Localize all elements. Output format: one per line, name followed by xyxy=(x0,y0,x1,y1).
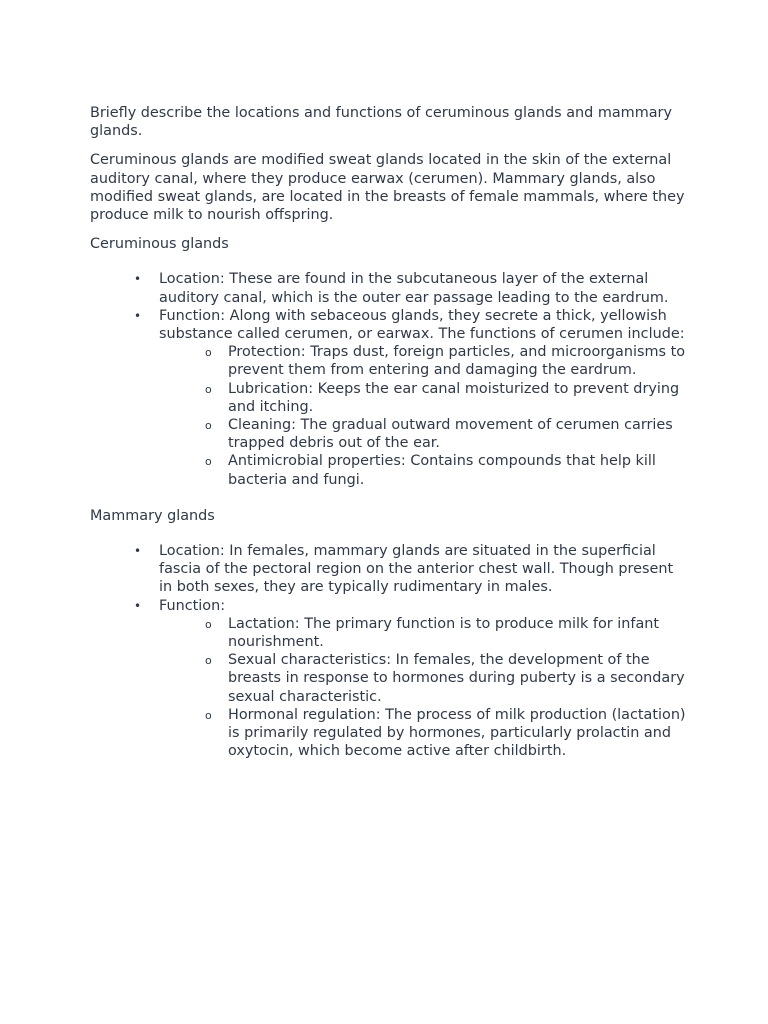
ceruminous-function-item: Lubrication: Keeps the ear canal moisturized to prevent drying and itching. xyxy=(228,380,680,415)
sub-bullet-icon: o xyxy=(205,455,212,469)
ceruminous-function-item: Cleaning: The gradual outward movement of cerumen carries trapped debris out of the ear. xyxy=(228,417,673,452)
ceruminous-function-list xyxy=(159,343,690,489)
sub-bullet-icon: o xyxy=(205,617,212,631)
sub-list-item xyxy=(205,452,690,488)
list-item xyxy=(134,542,690,597)
mammary-function-item: Lactation: The primary function is to produce milk for infant nourishment. xyxy=(228,615,660,651)
mammary-location: Location: In females, mammary glands are situated in the superficial fascia of the pectoral region on the anterior chest wall. Though present in both sexes, they are typically rudimentary in males. xyxy=(159,543,674,596)
sub-list-item xyxy=(205,615,690,651)
ceruminous-heading: Ceruminous glands xyxy=(90,236,229,253)
sub-list-item xyxy=(205,343,690,379)
list-item xyxy=(134,597,690,761)
list-item xyxy=(134,307,690,489)
bullet-icon: • xyxy=(134,544,142,559)
list-item xyxy=(134,270,690,306)
ceruminous-function: Function: Along with sebaceous glands, they secrete a thick, yellowish substance called cerumen, or earwax. The functions of cerumen include: xyxy=(159,307,685,343)
ceruminous-list xyxy=(90,270,690,488)
sub-bullet-icon: o xyxy=(205,346,212,360)
question-text: Briefly describe the locations and functions of ceruminous glands and mammary glands. xyxy=(90,105,672,140)
bullet-icon: • xyxy=(134,308,142,323)
bullet-icon: • xyxy=(134,272,142,287)
bullet-icon: • xyxy=(134,598,142,613)
sub-bullet-icon: o xyxy=(205,708,212,722)
sub-list-item xyxy=(205,706,690,761)
ceruminous-location: Location: These are found in the subcutaneous layer of the external auditory canal, which is the outer ear passage leading to the eardrum. xyxy=(159,271,669,306)
sub-list-item xyxy=(205,380,690,416)
mammary-function: Function: xyxy=(159,597,226,614)
ceruminous-function-item: Protection: Traps dust, foreign particles, and microorganisms to prevent them from entering and damaging the eardrum. xyxy=(228,344,686,379)
ceruminous-function-item: Antimicrobial properties: Contains compounds that help kill bacteria and fungi. xyxy=(228,453,656,488)
mammary-function-list xyxy=(159,615,690,761)
mammary-function-item: Sexual characteristics: In females, the development of the breasts in response to hormones during puberty is a secondary sexual characteristic. xyxy=(228,652,685,705)
mammary-list xyxy=(90,542,690,760)
sub-list-item xyxy=(205,416,690,452)
answer-summary: Ceruminous glands are modified sweat glands located in the skin of the external auditory canal, where they produce earwax (cerumen). Mammary glands, also modified sweat glands, are located in the breasts of female mammals, where they produce milk to nourish offspring. xyxy=(90,152,685,224)
mammary-heading: Mammary glands xyxy=(90,507,215,524)
mammary-function-item: Hormonal regulation: The process of milk production (lactation) is primarily regulated by hormones, particularly prolactin and oxytocin, which become active after childbirth. xyxy=(228,706,686,760)
sub-bullet-icon: o xyxy=(205,382,212,396)
sub-list-item xyxy=(205,651,690,706)
sub-bullet-icon: o xyxy=(205,654,212,668)
sub-bullet-icon: o xyxy=(205,419,212,433)
document-page xyxy=(90,104,690,761)
